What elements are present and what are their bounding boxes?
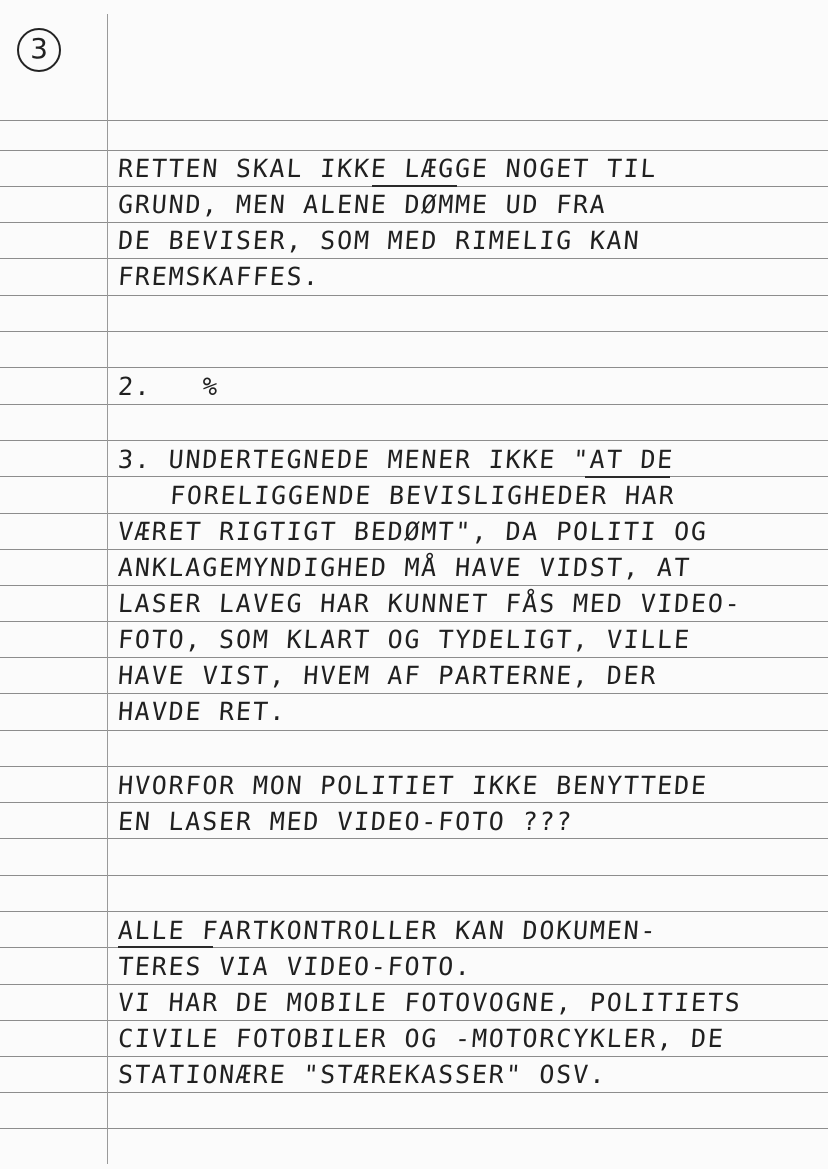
ruled-line: [0, 1020, 828, 1021]
underline-mark: [372, 185, 457, 187]
text-line: 3. UNDERTEGNEDE MENER IKKE "AT DE: [117, 445, 676, 474]
text-line: DE BEVISER, SOM MED RIMELIG KAN: [117, 226, 642, 255]
text-line: GRUND, MEN ALENE DØMME UD FRA: [117, 190, 608, 219]
ruled-line: [0, 120, 828, 121]
ruled-line: [0, 911, 828, 912]
ruled-line: [0, 295, 828, 296]
ruled-line: [0, 693, 828, 694]
text-line: HAVDE RET.: [117, 697, 288, 726]
text-line: FREMSKAFFES.: [117, 262, 322, 291]
text-line: 2. %: [117, 372, 221, 401]
text-line: HAVE VIST, HVEM AF PARTERNE, DER: [117, 661, 659, 690]
text-line: CIVILE FOTOBILER OG -MOTORCYKLER, DE: [117, 1024, 726, 1053]
ruled-line: [0, 404, 828, 405]
text-line: FOTO, SOM KLART OG TYDELIGT, VILLE: [117, 625, 693, 654]
ruled-line: [0, 1128, 828, 1129]
ruled-line: [0, 802, 828, 803]
ruled-line: [0, 766, 828, 767]
ruled-line: [0, 513, 828, 514]
ruled-line: [0, 1056, 828, 1057]
ruled-line: [0, 984, 828, 985]
text-line: LASER LAVEG HAR KUNNET FÅS MED VIDEO-: [117, 589, 743, 618]
ruled-line: [0, 657, 828, 658]
text-line: RETTEN SKAL IKKE LÆGGE NOGET TIL: [117, 154, 659, 183]
text-line: ANKLAGEMYNDIGHED MÅ HAVE VIDST, AT: [117, 553, 693, 582]
ruled-line: [0, 621, 828, 622]
text-line: VÆRET RIGTIGT BEDØMT", DA POLITI OG: [117, 517, 709, 546]
text-line: FORELIGGENDE BEVISLIGHEDER HAR: [169, 481, 677, 510]
ruled-line: [0, 838, 828, 839]
ruled-line: [0, 331, 828, 332]
ruled-line: [0, 150, 828, 151]
ruled-line: [0, 258, 828, 259]
ruled-line: [0, 549, 828, 550]
underline-mark: [118, 946, 213, 948]
underline-mark: [585, 476, 670, 478]
text-line: STATIONÆRE "STÆREKASSER" OSV.: [117, 1060, 608, 1089]
ruled-line: [0, 440, 828, 441]
ruled-line: [0, 476, 828, 477]
margin-line: [107, 14, 108, 1164]
ruled-line: [0, 730, 828, 731]
text-line: EN LASER MED VIDEO-FOTO ???: [117, 807, 575, 836]
ruled-line: [0, 585, 828, 586]
ruled-line: [0, 1092, 828, 1093]
text-line: VI HAR DE MOBILE FOTOVOGNE, POLITIETS: [117, 988, 743, 1017]
page-number: 3: [17, 28, 61, 72]
text-line: TERES VIA VIDEO-FOTO.: [117, 952, 473, 981]
ruled-line: [0, 367, 828, 368]
ruled-line: [0, 875, 828, 876]
ruled-line: [0, 222, 828, 223]
text-line: HVORFOR MON POLITIET IKKE BENYTTEDE: [117, 771, 709, 800]
text-line: ALLE FARTKONTROLLER KAN DOKUMEN-: [117, 916, 659, 945]
